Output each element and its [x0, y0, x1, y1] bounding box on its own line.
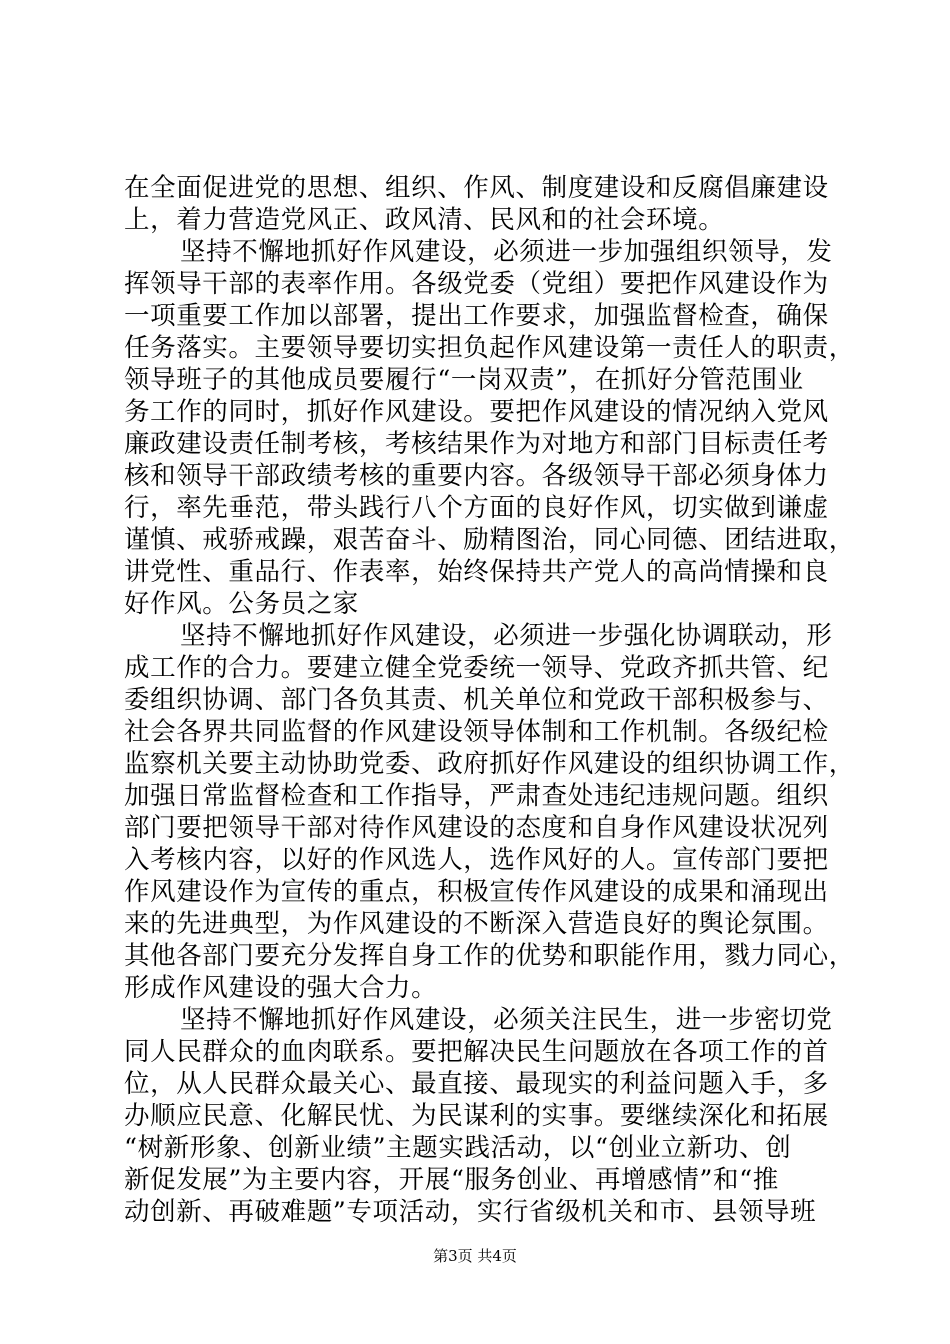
text-line: 加强日常监督检查和工作指导，严肃查处违纪违规问题。组织 — [124, 781, 829, 811]
document-body — [124, 172, 855, 1228]
text-line: 形成作风建设的强大合力。 — [124, 973, 438, 1003]
text-line: 谨慎、戒骄戒躁，艰苦奋斗、励精图治，同心同德、团结进取， — [124, 525, 855, 555]
text-line: 核和领导干部政绩考核的重要内容。各级领导干部必须身体力 — [124, 461, 829, 491]
text-line: 在全面促进党的思想、组织、作风、制度建设和反腐倡廉建设 — [124, 173, 829, 203]
text-line: 一项重要工作加以部署，提出工作要求，加强监督检查，确保 — [124, 301, 829, 331]
text-line: 入考核内容，以好的作风选人，选作风好的人。宣传部门要把 — [124, 845, 829, 875]
text-line: 务工作的同时，抓好作风建设。要把作风建设的情况纳入党风 — [124, 397, 829, 427]
text-line: 坚持不懈地抓好作风建设，必须关注民生，进一步密切党 — [180, 1005, 833, 1035]
text-line: 部门要把领导干部对待作风建设的态度和自身作风建设状况列 — [124, 813, 829, 843]
text-line: 监察机关要主动协助党委、政府抓好作风建设的组织协调工作， — [124, 749, 855, 779]
page-footer: 第3页 共4页 — [433, 1247, 517, 1265]
text-line: 新促发展”为主要内容，开展“服务创业、再增感情”和“推 — [124, 1165, 779, 1195]
text-line: 来的先进典型，为作风建设的不断深入营造良好的舆论氛围。 — [124, 909, 829, 939]
text-line: 任务落实。主要领导要切实担负起作风建设第一责任人的职责， — [124, 333, 855, 363]
text-line: 领导班子的其他成员要履行“一岗双责”，在抓好分管范围业 — [124, 365, 804, 395]
text-line: 社会各界共同监督的作风建设领导体制和工作机制。各级纪检 — [124, 717, 829, 747]
text-line: 位，从人民群众最关心、最直接、最现实的利益问题入手，多 — [124, 1069, 829, 1099]
text-line: 行，率先垂范，带头践行八个方面的良好作风，切实做到谦虚 — [124, 493, 829, 523]
text-line: 其他各部门要充分发挥自身工作的优势和职能作用，戮力同心， — [124, 941, 855, 971]
text-line: 委组织协调、部门各负其责、机关单位和党政干部积极参与、 — [124, 685, 829, 715]
text-line: 廉政建设责任制考核，考核结果作为对地方和部门目标责任考 — [124, 429, 829, 459]
text-line: “树新形象、创新业绩”主题实践活动，以“创业立新功、创 — [124, 1133, 792, 1163]
text-line: 办顺应民意、化解民忧、为民谋利的实事。要继续深化和拓展 — [124, 1101, 829, 1131]
text-line: 坚持不懈地抓好作风建设，必须进一步强化协调联动，形 — [180, 621, 833, 651]
text-line: 同人民群众的血肉联系。要把解决民生问题放在各项工作的首 — [124, 1037, 829, 1067]
text-line: 上，着力营造党风正、政风清、民风和的社会环境。 — [124, 205, 725, 235]
text-line: 挥领导干部的表率作用。各级党委（党组）要把作风建设作为 — [124, 269, 829, 299]
text-line: 讲党性、重品行、作表率，始终保持共产党人的高尚情操和良 — [124, 557, 829, 587]
text-line: 坚持不懈地抓好作风建设，必须进一步加强组织领导，发 — [180, 237, 833, 267]
text-line: 动创新、再破难题”专项活动，实行省级机关和市、县领导班 — [124, 1197, 817, 1227]
text-line: 好作风。公务员之家 — [124, 589, 359, 619]
text-line: 作风建设作为宣传的重点，积极宣传作风建设的成果和涌现出 — [124, 877, 829, 907]
text-line: 成工作的合力。要建立健全党委统一领导、党政齐抓共管、纪 — [124, 653, 829, 683]
